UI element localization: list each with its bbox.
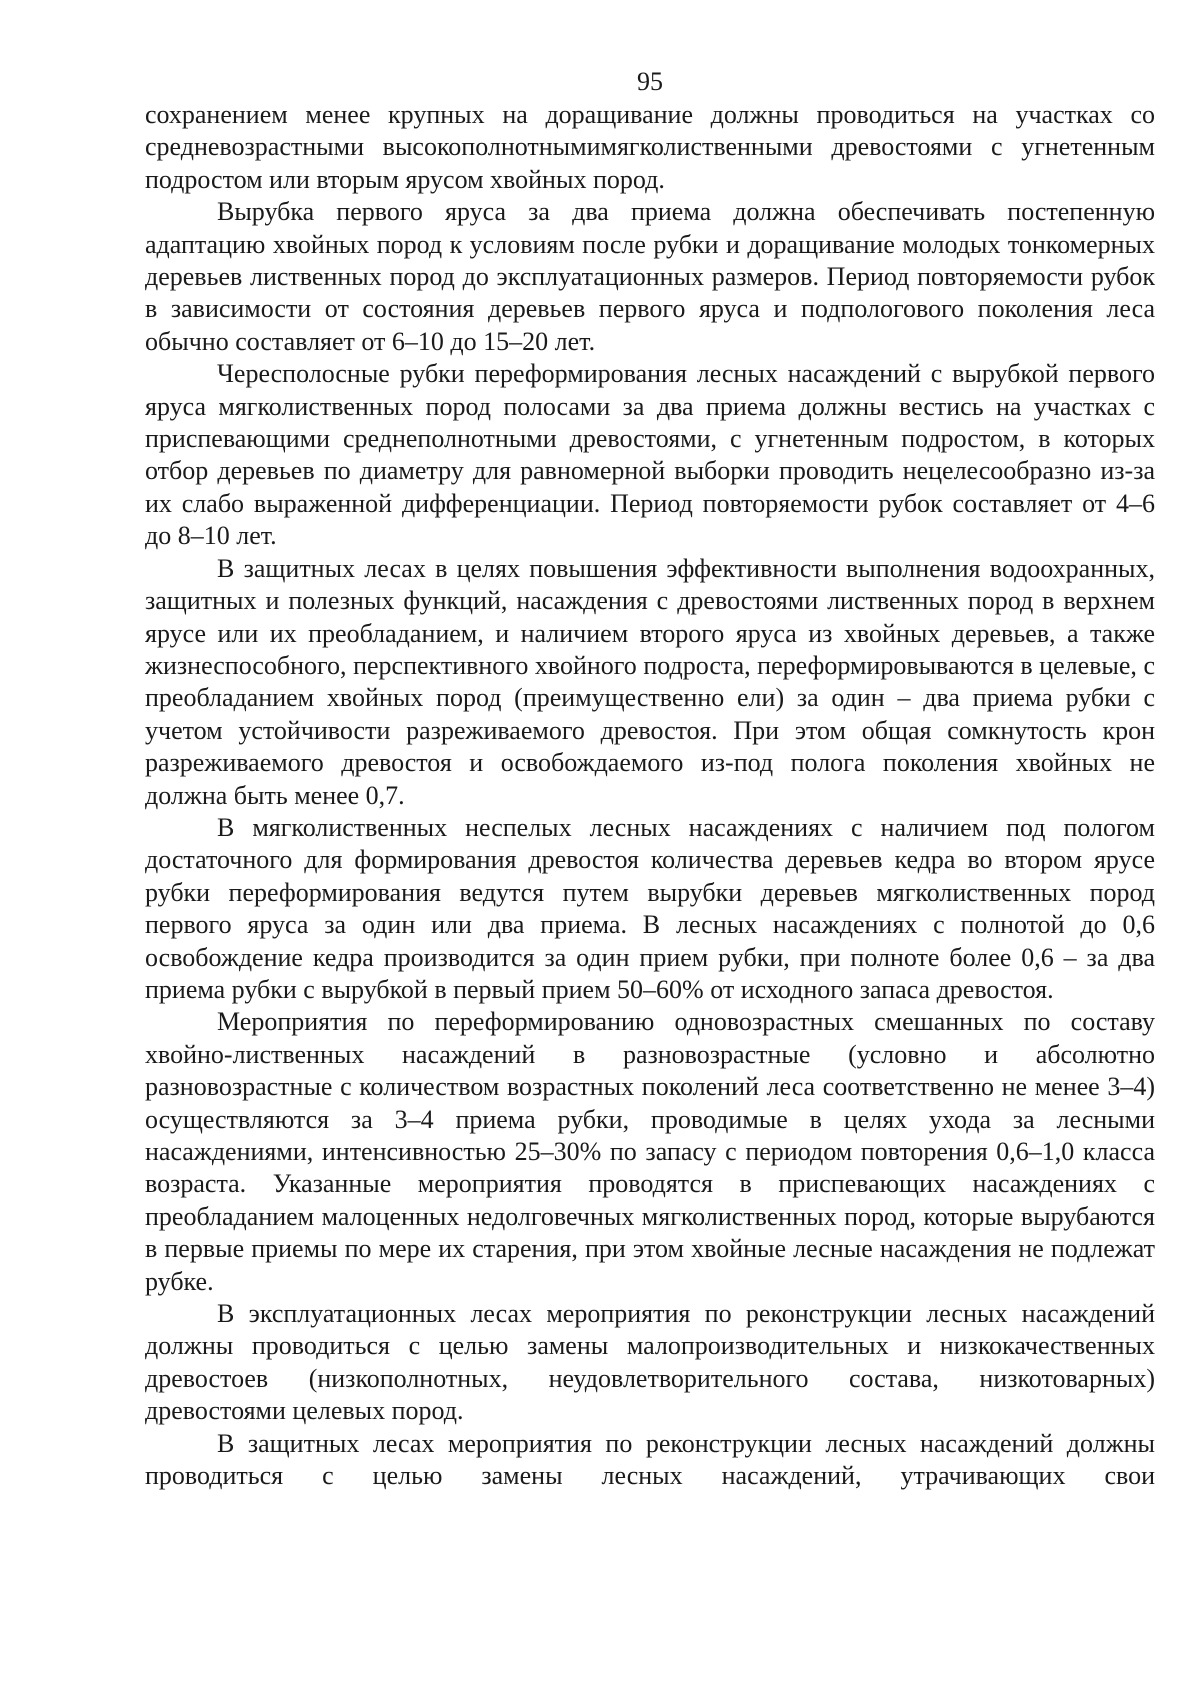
paragraph-7: В эксплуатационных лесах мероприятия по реконструкции лесных насаждений должны проводиться с целью замены малопроизводительных и низкокачественных древостоев (низкополнотных, неудовлетворительного состава, низкотоварных) древостоями целевых пород. — [145, 1299, 1155, 1426]
paragraph-5: В мягколиственных неспелых лесных насаждениях с наличием под пологом достаточного для формирования древостоя количества деревьев кедра во втором ярусе рубки переформирования ведутся путем вырубки деревьев мягколиственных пород первого яруса за один или два приема. В лесных насаждениях с полнотой до 0,6 освобождение кедра производится за один прием рубки, при полноте более 0,6 – за два приема рубки с вырубкой в первый прием 50–60% от исходного запаса древостоя. — [145, 812, 1155, 1004]
paragraph-1: сохранением менее крупных на доращивание должны проводиться на участках со средневозрастными высокополнотнымимягколиственными древостоями с угнетенным подростом или вторым ярусом хвойных пород. — [145, 100, 1155, 194]
paragraph-3: Чересполосные рубки переформирования лесных насаждений с вырубкой первого яруса мягколиственных пород полосами за два приема должны вестись на участках с приспевающими среднеполнотными древостоями, с угнетенным подростом, в которых отбор деревьев по диаметру для равномерной выборки проводить нецелесообразно из-за их слабо выраженной дифференциации. Период повторяемости рубок составляет от 4–6 до 8–10 лет. — [145, 359, 1155, 551]
document-page — [145, 66, 1155, 1492]
paragraph-8: В защитных лесах мероприятия по реконструкции лесных насаждений должны проводиться с целью замены лесных насаждений, утрачивающих свои — [145, 1428, 1155, 1491]
body-text — [145, 99, 1155, 1492]
page-number: 95 — [637, 67, 663, 96]
paragraph-6: Мероприятия по переформированию одновозрастных смешанных по составу хвойно-лиственных насаждений в разновозрастные (условно и абсолютно разновозрастные с количеством возрастных поколений леса соответственно не менее 3–4) осуществляются за 3–4 приема рубки, проводимые в целях ухода за лесными насаждениями, интенсивностью 25–30% по запасу с периодом повторения 0,6–1,0 класса возраста. Указанные мероприятия проводятся в приспевающих насаждениях с преобладанием малоценных недолговечных мягколиственных пород, которые вырубаются в первые приемы по мере их старения, при этом хвойные лесные насаждения не подлежат рубке. — [145, 1007, 1155, 1296]
paragraph-4: В защитных лесах в целях повышения эффективности выполнения водоохранных, защитных и полезных функций, насаждения с древостоями лиственных пород в верхнем ярусе или их преобладанием, и наличием второго яруса из хвойных деревьев, а также жизнеспособного, перспективного хвойного подроста, переформировываются в целевые, с преобладанием хвойных пород (преимущественно ели) за один – два приема рубки с учетом устойчивости разреживаемого древостоя. При этом общая сомкнутость крон разреживаемого древостоя и освобождаемого из-под полога поколения хвойных не должна быть менее 0,7. — [145, 553, 1155, 810]
paragraph-2: Вырубка первого яруса за два приема должна обеспечивать постепенную адаптацию хвойных пород к условиям после рубки и доращивание молодых тонкомерных деревьев лиственных пород до эксплуатационных размеров. Период повторяемости рубок в зависимости от состояния деревьев первого яруса и подпологового поколения леса обычно составляет от 6–10 до 15–20 лет. — [145, 197, 1155, 356]
